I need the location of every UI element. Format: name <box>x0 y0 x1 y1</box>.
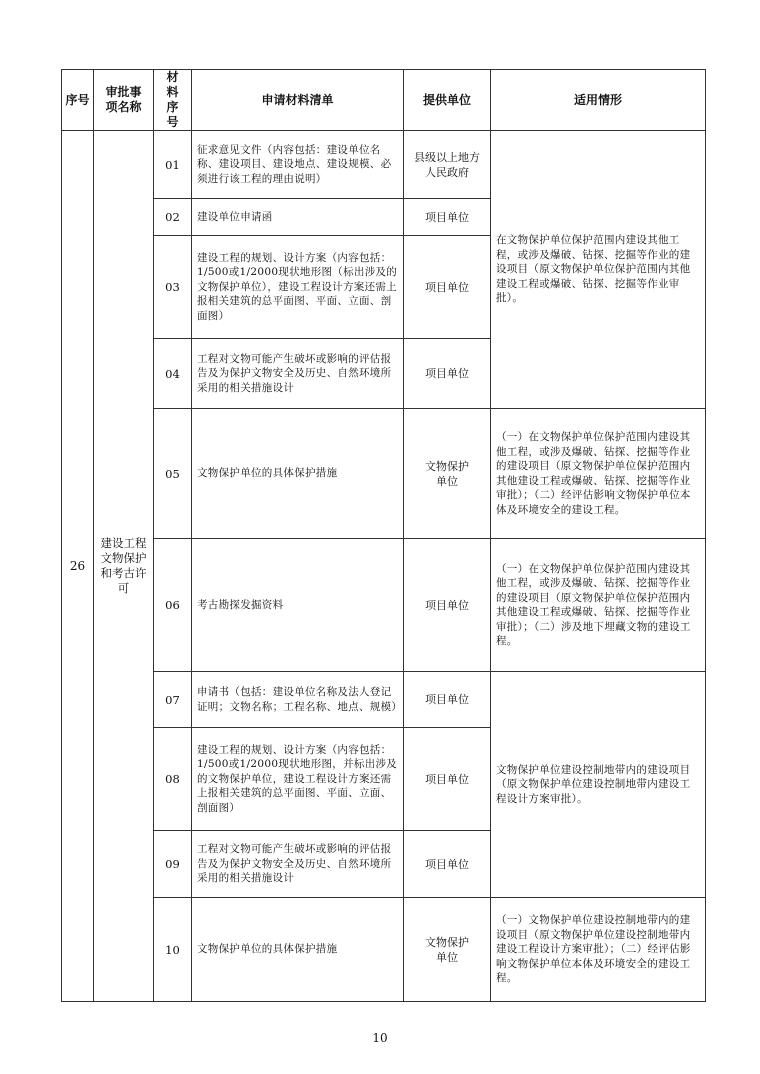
material-no: 08 <box>154 728 192 831</box>
situation-text: 在文物保护单位保护范围内建设其他工程，或涉及爆破、钻探、挖掘等作业的建设项目（原文物保护单位保护范围内其他建设工程或爆破、钻探、挖掘等作业审批）。 <box>496 234 691 305</box>
header-item-name-text: 审批事项名称 <box>105 85 142 114</box>
provider-cell <box>404 831 491 898</box>
situation-cell <box>491 672 706 898</box>
material-text: 建设工程的规划、设计方案（内容包括：1/500或1/2000现状地形图（标出涉及的文物保护单位），建设工程设计方案还需上报相关建筑的总平面图、平面、立面、剖面图） <box>197 251 398 322</box>
item-name-cell <box>94 131 154 1002</box>
material-cell <box>192 728 404 831</box>
material-text: 文物保护单位的具体保护措施 <box>197 943 338 956</box>
material-cell <box>192 831 404 898</box>
material-no: 03 <box>154 236 192 339</box>
provider-text: 文物保护单位 <box>425 935 469 964</box>
header-situation: 适用情形 <box>491 70 706 131</box>
material-cell <box>192 539 404 672</box>
provider-text: 项目单位 <box>425 857 469 871</box>
material-no: 05 <box>154 409 192 539</box>
header-material-no-text: 材料序号 <box>166 70 179 129</box>
provider-cell <box>404 236 491 339</box>
approval-materials-table <box>61 69 706 1002</box>
provider-text: 项目单位 <box>425 693 469 706</box>
material-no: 02 <box>154 199 192 236</box>
situation-cell <box>491 131 706 409</box>
material-text: 工程对文物可能产生破坏或影响的评估报告及为保护文物安全及历史、自然环境所采用的相关措施设计 <box>197 843 392 885</box>
material-no: 04 <box>154 339 192 409</box>
material-text: 考古勘探发掘资料 <box>197 598 284 611</box>
seq-cell: 26 <box>62 131 94 1002</box>
material-text: 征求意见文件（内容包括：建设单位名称、建设项目、建设地点、建设规模、必须进行该工程的理由说明） <box>197 143 392 185</box>
material-text: 工程对文物可能产生破坏或影响的评估报告及为保护文物安全及历史、自然环境所采用的相关措施设计 <box>197 352 392 394</box>
situation-text: （一）文物保护单位建设控制地带内的建设项目（原文物保护单位建设控制地带内建设工程设计方案审批）；（二）经评估影响文物保护单位本体及环境安全的建设工程。 <box>496 914 691 985</box>
situation-cell <box>491 539 706 672</box>
material-cell <box>192 199 404 236</box>
header-seq: 序号 <box>62 70 94 131</box>
page-number: 10 <box>372 1031 388 1045</box>
material-no: 01 <box>154 131 192 199</box>
provider-cell <box>404 339 491 409</box>
material-cell <box>192 409 404 539</box>
situation-cell <box>491 898 706 1002</box>
material-text: 文物保护单位的具体保护措施 <box>197 467 338 480</box>
table-header-row <box>62 70 706 131</box>
material-cell <box>192 339 404 409</box>
provider-text: 项目单位 <box>425 280 469 294</box>
provider-cell <box>404 898 491 1002</box>
provider-cell <box>404 728 491 831</box>
provider-cell <box>404 199 491 236</box>
provider-text: 县级以上地方人民政府 <box>414 150 480 179</box>
table-row <box>62 898 706 1002</box>
material-text: 建设单位申请函 <box>197 210 273 223</box>
material-cell <box>192 236 404 339</box>
situation-text: 文物保护单位建设控制地带内的建设项目（原文物保护单位建设控制地带内建设工程设计方案审批）。 <box>496 763 691 805</box>
header-material-list: 申请材料清单 <box>192 70 404 131</box>
material-no: 06 <box>154 539 192 672</box>
material-no: 09 <box>154 831 192 898</box>
provider-text: 项目单位 <box>425 210 469 224</box>
material-cell <box>192 672 404 728</box>
situation-text: （一）在文物保护单位保护范围内建设其他工程，或涉及爆破、钻探、挖掘等作业的建设项目（原文物保护单位保护范围内其他建设工程或爆破、钻探、挖掘等作业审批）；（二）涉及地下埋藏文物的建设工程。 <box>496 562 691 647</box>
provider-text: 项目单位 <box>425 598 469 612</box>
material-no: 10 <box>154 898 192 1002</box>
provider-cell <box>404 672 491 728</box>
material-cell <box>192 898 404 1002</box>
table-row <box>62 131 706 199</box>
material-no: 07 <box>154 672 192 728</box>
table-row <box>62 539 706 672</box>
provider-cell <box>404 539 491 672</box>
table-row <box>62 409 706 539</box>
provider-text: 项目单位 <box>425 367 469 380</box>
situation-text: （一）在文物保护单位保护范围内建设其他工程，或涉及爆破、钻探、挖掘等作业的建设项目（原文物保护单位保护范围内其他建设工程或爆破、钻探、挖掘等作业审批）；（二）经评估影响文物保护单位本体及环境安全的建设工程。 <box>496 431 691 516</box>
header-provider: 提供单位 <box>404 70 491 131</box>
provider-text: 文物保护单位 <box>425 459 469 488</box>
header-material-no <box>154 70 192 131</box>
material-text: 申请书（包括：建设单位名称及法人登记证明；文物名称；工程名称、地点、规模） <box>197 686 403 713</box>
provider-cell <box>404 131 491 199</box>
material-cell <box>192 131 404 199</box>
item-name-text: 建设工程文物保护和考古许可 <box>100 536 147 595</box>
table-row <box>62 672 706 728</box>
material-text: 建设工程的规划、设计方案（内容包括：1/500或1/2000现状地形图，并标出涉及的文物保护单位，建设工程设计方案还需上报相关建筑的总平面图、平面、立面、剖面图） <box>197 743 398 814</box>
provider-cell <box>404 409 491 539</box>
situation-cell <box>491 409 706 539</box>
header-item-name <box>94 70 154 131</box>
provider-text: 项目单位 <box>425 772 469 786</box>
